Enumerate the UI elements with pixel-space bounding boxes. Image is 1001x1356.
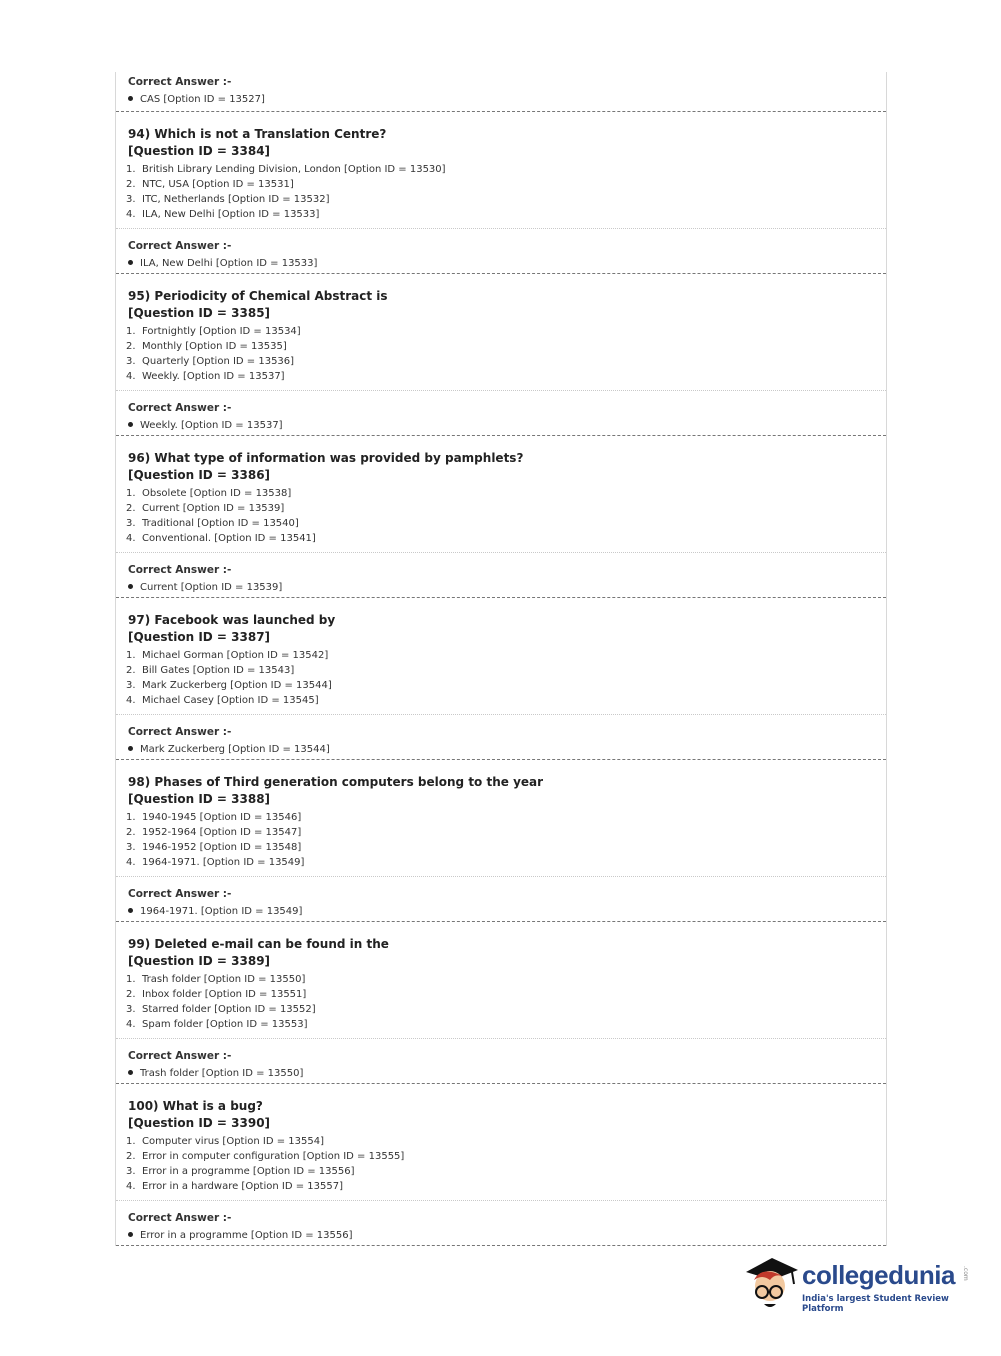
option-item (126, 1179, 886, 1194)
answer-block (116, 1039, 886, 1084)
question-item (116, 274, 886, 436)
option-item (126, 648, 886, 663)
brand-name: collegedunia (802, 1260, 955, 1290)
option-text: Michael Casey [Option ID = 13545] (142, 695, 319, 706)
option-item (126, 1134, 886, 1149)
option-list (116, 162, 886, 222)
option-text: Monthly [Option ID = 13535] (142, 341, 287, 352)
option-number: 2. (126, 179, 136, 190)
option-list (116, 810, 886, 870)
option-number: 3. (126, 842, 136, 853)
correct-answer-label: Correct Answer :- (128, 1212, 232, 1224)
option-number: 4. (126, 857, 136, 868)
option-number: 1. (126, 812, 136, 823)
correct-answer-label: Correct Answer :- (128, 240, 232, 252)
question-item (116, 436, 886, 598)
answer-block (116, 715, 886, 760)
option-list (116, 486, 886, 546)
question-list (116, 112, 886, 1246)
bullet-icon (128, 96, 133, 101)
question-document (115, 72, 887, 1246)
option-list (116, 648, 886, 708)
option-text: Error in a hardware [Option ID = 13557] (142, 1181, 343, 1192)
correct-answer-label: Correct Answer :- (128, 1050, 232, 1062)
mascot-icon (742, 1250, 800, 1312)
question-id: [Question ID = 3384] (128, 144, 271, 158)
option-item (126, 192, 886, 207)
option-text: Error in a programme [Option ID = 13556] (142, 1166, 355, 1177)
question-block (116, 274, 886, 391)
option-text: Fortnightly [Option ID = 13534] (142, 326, 301, 337)
correct-answer-label: Correct Answer :- (128, 564, 232, 576)
bullet-icon (128, 746, 133, 751)
option-item (126, 825, 886, 840)
option-item (126, 855, 886, 870)
option-item (126, 531, 886, 546)
question-title: 95) Periodicity of Chemical Abstract is (128, 289, 388, 303)
option-number: 1. (126, 326, 136, 337)
option-item (126, 1164, 886, 1179)
option-number: 3. (126, 1004, 136, 1015)
correct-answer: ILA, New Delhi [Option ID = 13533] (128, 255, 886, 273)
option-number: 4. (126, 1019, 136, 1030)
bullet-icon (128, 1232, 133, 1237)
option-item (126, 162, 886, 177)
correct-answer-label: Correct Answer :- (128, 402, 232, 414)
question-block (116, 760, 886, 877)
correct-answer: 1964-1971. [Option ID = 13549] (128, 903, 886, 921)
option-list (116, 324, 886, 384)
option-text: Starred folder [Option ID = 13552] (142, 1004, 316, 1015)
option-number: 1. (126, 650, 136, 661)
option-item (126, 486, 886, 501)
option-number: 1. (126, 974, 136, 985)
option-text: Computer virus [Option ID = 13554] (142, 1136, 324, 1147)
option-text: 1952-1964 [Option ID = 13547] (142, 827, 302, 838)
option-text: Conventional. [Option ID = 13541] (142, 533, 316, 544)
option-number: 4. (126, 371, 136, 382)
top-answer-block (116, 72, 886, 112)
option-number: 4. (126, 533, 136, 544)
question-block (116, 922, 886, 1039)
option-number: 4. (126, 1181, 136, 1192)
option-item (126, 693, 886, 708)
option-number: 2. (126, 1151, 136, 1162)
question-block (116, 112, 886, 229)
answer-block (116, 1201, 886, 1246)
question-item (116, 760, 886, 922)
question-title: 96) What type of information was provided by pamphlets? (128, 451, 524, 465)
option-text: Obsolete [Option ID = 13538] (142, 488, 292, 499)
option-text: Spam folder [Option ID = 13553] (142, 1019, 308, 1030)
correct-answer: Error in a programme [Option ID = 13556] (128, 1227, 886, 1245)
bullet-icon (128, 584, 133, 589)
option-list (116, 972, 886, 1032)
option-text: Quarterly [Option ID = 13536] (142, 356, 295, 367)
option-item (126, 516, 886, 531)
option-item (126, 678, 886, 693)
option-text: Michael Gorman [Option ID = 13542] (142, 650, 329, 661)
correct-answer: CAS [Option ID = 13527] (128, 91, 886, 109)
option-text: 1946-1952 [Option ID = 13548] (142, 842, 302, 853)
option-item (126, 354, 886, 369)
question-id: [Question ID = 3385] (128, 306, 271, 320)
answer-block (116, 229, 886, 274)
option-text: ITC, Netherlands [Option ID = 13532] (142, 194, 330, 205)
bullet-icon (128, 422, 133, 427)
option-item (126, 1017, 886, 1032)
option-number: 3. (126, 1166, 136, 1177)
bullet-icon (128, 908, 133, 913)
question-id: [Question ID = 3387] (128, 630, 271, 644)
correct-answer-label: Correct Answer :- (128, 726, 232, 738)
option-text: Traditional [Option ID = 13540] (142, 518, 299, 529)
option-item (126, 324, 886, 339)
option-item (126, 207, 886, 222)
question-id: [Question ID = 3390] (128, 1116, 271, 1130)
question-item (116, 1084, 886, 1246)
option-number: 2. (126, 503, 136, 514)
option-item (126, 369, 886, 384)
option-text: 1964-1971. [Option ID = 13549] (142, 857, 305, 868)
option-number: 1. (126, 1136, 136, 1147)
collegedunia-logo[interactable] (742, 1250, 972, 1312)
option-number: 2. (126, 341, 136, 352)
option-item (126, 501, 886, 516)
correct-answer-label: Correct Answer :- (128, 76, 232, 88)
option-item (126, 663, 886, 678)
brand-suffix: .com (962, 1266, 969, 1281)
question-block (116, 436, 886, 553)
question-item (116, 112, 886, 274)
option-text: 1940-1945 [Option ID = 13546] (142, 812, 302, 823)
question-title: 94) Which is not a Translation Centre? (128, 127, 387, 141)
option-number: 2. (126, 827, 136, 838)
option-number: 1. (126, 488, 136, 499)
question-title: 97) Facebook was launched by (128, 613, 336, 627)
correct-answer: Current [Option ID = 13539] (128, 579, 886, 597)
option-text: British Library Lending Division, London [Option ID = 13530] (142, 164, 446, 175)
option-item (126, 972, 886, 987)
question-id: [Question ID = 3389] (128, 954, 271, 968)
question-item (116, 598, 886, 760)
option-item (126, 177, 886, 192)
option-item (126, 840, 886, 855)
option-list (116, 1134, 886, 1194)
option-text: ILA, New Delhi [Option ID = 13533] (142, 209, 320, 220)
answer-block (116, 553, 886, 598)
answer-block (116, 391, 886, 436)
correct-answer-label: Correct Answer :- (128, 888, 232, 900)
option-item (126, 987, 886, 1002)
question-block (116, 1084, 886, 1201)
question-item (116, 922, 886, 1084)
question-block (116, 598, 886, 715)
option-number: 4. (126, 209, 136, 220)
correct-answer: Weekly. [Option ID = 13537] (128, 417, 886, 435)
correct-answer: Trash folder [Option ID = 13550] (128, 1065, 886, 1083)
option-item (126, 1002, 886, 1017)
option-text: Mark Zuckerberg [Option ID = 13544] (142, 680, 332, 691)
option-number: 2. (126, 989, 136, 1000)
bullet-icon (128, 260, 133, 265)
option-text: NTC, USA [Option ID = 13531] (142, 179, 294, 190)
option-text: Bill Gates [Option ID = 13543] (142, 665, 295, 676)
option-number: 4. (126, 695, 136, 706)
question-id: [Question ID = 3386] (128, 468, 271, 482)
option-number: 1. (126, 164, 136, 175)
option-text: Inbox folder [Option ID = 13551] (142, 989, 307, 1000)
question-title: 100) What is a bug? (128, 1099, 263, 1113)
brand-tagline: India's largest Student Review Platform (802, 1294, 949, 1314)
correct-answer: Mark Zuckerberg [Option ID = 13544] (128, 741, 886, 759)
option-number: 3. (126, 518, 136, 529)
option-number: 2. (126, 665, 136, 676)
question-title: 99) Deleted e-mail can be found in the (128, 937, 389, 951)
answer-block (116, 877, 886, 922)
option-item (126, 810, 886, 825)
option-item (126, 1149, 886, 1164)
question-title: 98) Phases of Third generation computers belong to the year (128, 775, 544, 789)
option-number: 3. (126, 680, 136, 691)
question-id: [Question ID = 3388] (128, 792, 271, 806)
option-text: Error in computer configuration [Option ID = 13555] (142, 1151, 405, 1162)
option-item (126, 339, 886, 354)
option-text: Current [Option ID = 13539] (142, 503, 285, 514)
option-number: 3. (126, 194, 136, 205)
option-number: 3. (126, 356, 136, 367)
option-text: Weekly. [Option ID = 13537] (142, 371, 285, 382)
bullet-icon (128, 1070, 133, 1075)
option-text: Trash folder [Option ID = 13550] (142, 974, 306, 985)
